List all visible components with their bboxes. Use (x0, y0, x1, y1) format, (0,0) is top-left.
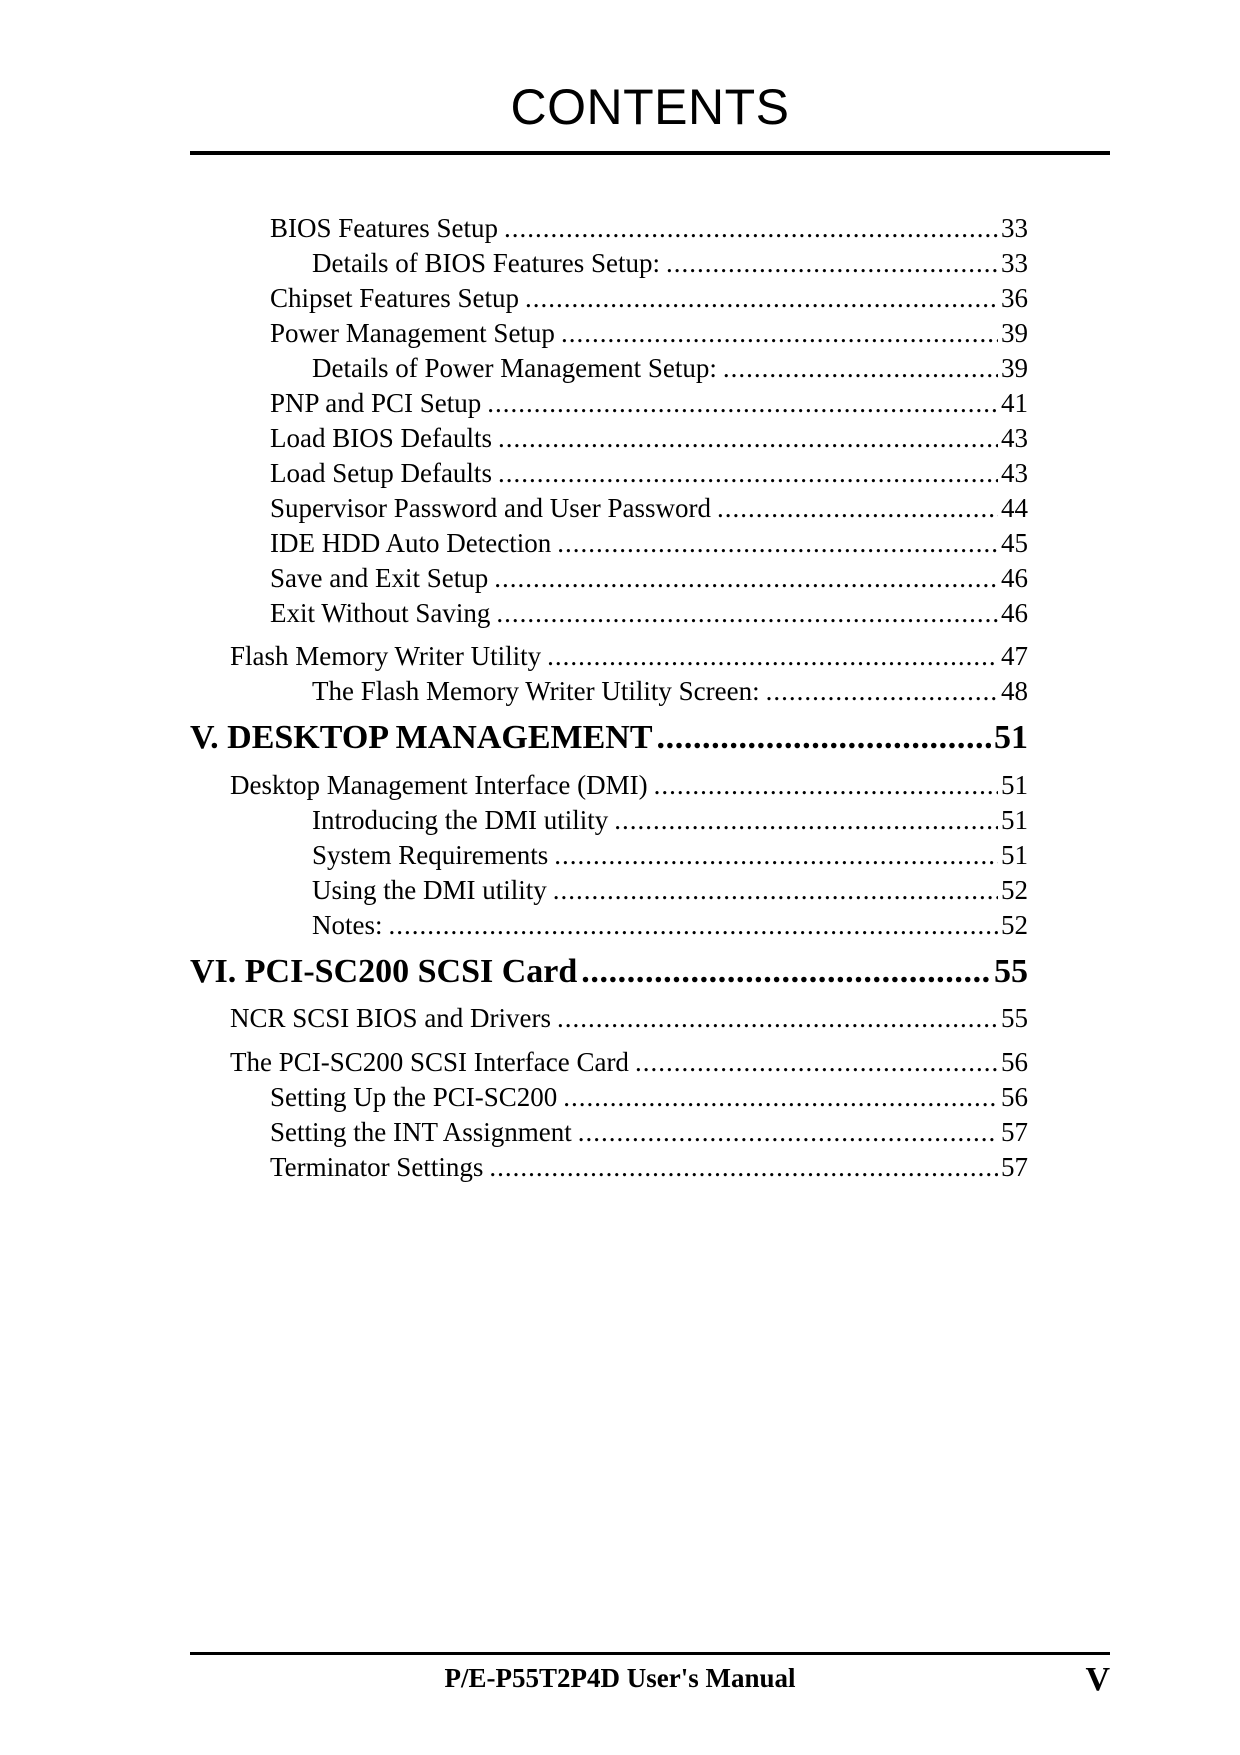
toc-entry-title: Load BIOS Defaults (270, 423, 492, 453)
toc-entry[interactable] (230, 769, 1028, 801)
toc-entry-title: Desktop Management Interface (DMI) (230, 770, 648, 800)
toc-entry[interactable] (270, 492, 1028, 524)
toc-entry-title: The PCI-SC200 SCSI Interface Card (230, 1047, 629, 1077)
toc-entry-page: 47 (1001, 641, 1028, 671)
toc-entry[interactable] (270, 317, 1028, 349)
toc-entry[interactable] (270, 1081, 1028, 1113)
toc-entry[interactable] (270, 527, 1028, 559)
toc-chapter-page: 51 (994, 719, 1028, 756)
dot-leader (654, 769, 998, 801)
toc-entry-title: NCR SCSI BIOS and Drivers (230, 1003, 552, 1033)
dot-leader (496, 597, 998, 629)
toc-entry-page: 33 (1001, 248, 1028, 278)
dot-leader (561, 317, 998, 349)
toc-entry-title: Setting the INT Assignment (270, 1117, 572, 1147)
toc-entry[interactable] (270, 1151, 1028, 1183)
footer-divider (190, 1652, 1110, 1655)
dot-leader (389, 909, 999, 941)
dot-leader (553, 874, 998, 906)
toc-entry[interactable] (270, 1116, 1028, 1148)
toc-entry-page: 56 (1001, 1082, 1028, 1112)
toc-entry-page: 51 (1001, 840, 1028, 870)
toc-entry[interactable] (312, 247, 1028, 279)
toc-entry[interactable] (270, 457, 1028, 489)
dot-leader (504, 212, 998, 244)
toc-entry-page: 57 (1001, 1117, 1028, 1147)
toc-entry-title: Introducing the DMI utility (312, 805, 609, 835)
footer-manual-title: P/E-P55T2P4D User's Manual (444, 1663, 796, 1693)
dot-leader (614, 804, 998, 836)
dot-leader (557, 527, 998, 559)
dot-leader (723, 352, 998, 384)
footer-page-number: V (1085, 1661, 1110, 1698)
dot-leader (494, 562, 998, 594)
toc-chapter-entry[interactable] (190, 952, 1028, 992)
dot-leader (525, 282, 998, 314)
toc-entry-title: Notes: (312, 910, 383, 940)
toc-entry-title: Chipset Features Setup (270, 283, 519, 313)
toc-entry[interactable] (230, 1046, 1028, 1078)
toc-entry[interactable] (270, 282, 1028, 314)
toc-entry-title: Setting Up the PCI-SC200 (270, 1082, 558, 1112)
toc-entry-page: 57 (1001, 1152, 1028, 1182)
toc-entry-page: 46 (1001, 598, 1028, 628)
toc-entry-page: 51 (1001, 805, 1028, 835)
toc-entry-page: 44 (1001, 493, 1028, 523)
dot-leader (766, 675, 998, 707)
page-title: CONTENTS (510, 79, 790, 135)
dot-leader (666, 247, 998, 279)
dot-leader (498, 422, 998, 454)
toc-chapter-page: 55 (994, 953, 1028, 990)
toc-entry-title: Exit Without Saving (270, 598, 491, 628)
toc-entry-page: 51 (1001, 770, 1028, 800)
dot-leader (717, 492, 998, 524)
dot-leader (487, 387, 998, 419)
toc-entry-title: Supervisor Password and User Password (270, 493, 711, 523)
toc-chapter-title: VI. PCI-SC200 SCSI Card (190, 953, 578, 990)
toc-entry-page: 36 (1001, 283, 1028, 313)
toc-entry-page: 41 (1001, 388, 1028, 418)
toc-entry-title: The Flash Memory Writer Utility Screen: (312, 676, 760, 706)
toc-entry-page: 55 (1001, 1003, 1028, 1033)
toc-entry[interactable] (270, 562, 1028, 594)
toc-entry-page: 33 (1001, 213, 1028, 243)
toc-entry-title: Flash Memory Writer Utility (230, 641, 542, 671)
toc-entry-page: 48 (1001, 676, 1028, 706)
toc-entry-page: 39 (1001, 353, 1028, 383)
dot-leader (489, 1151, 998, 1183)
toc-entry[interactable] (270, 597, 1028, 629)
toc-entry[interactable] (312, 352, 1028, 384)
toc-entry[interactable] (312, 675, 1028, 707)
toc-entry-page: 52 (1001, 910, 1028, 940)
dot-leader (657, 718, 991, 758)
toc-entry-page: 45 (1001, 528, 1028, 558)
toc-entry-title: Details of Power Management Setup: (312, 353, 717, 383)
dot-leader (554, 839, 998, 871)
toc-entry-title: BIOS Features Setup (270, 213, 498, 243)
toc-entry[interactable] (312, 874, 1028, 906)
dot-leader (581, 952, 991, 992)
toc-entry-title: Using the DMI utility (312, 875, 547, 905)
toc-entry[interactable] (312, 909, 1028, 941)
toc-entry-title: Save and Exit Setup (270, 563, 489, 593)
toc-entry-page: 46 (1001, 563, 1028, 593)
toc-entry-title: IDE HDD Auto Detection (270, 528, 552, 558)
toc-entry[interactable] (312, 804, 1028, 836)
dot-leader (557, 1002, 998, 1034)
dot-leader (563, 1081, 998, 1113)
toc-entry[interactable] (230, 640, 1028, 672)
dot-leader (498, 457, 998, 489)
toc-entry-title: Load Setup Defaults (270, 458, 492, 488)
toc-entry-title: Power Management Setup (270, 318, 555, 348)
dot-leader (547, 640, 998, 672)
toc-entry[interactable] (270, 422, 1028, 454)
dot-leader (578, 1116, 998, 1148)
toc-entry-title: Terminator Settings (270, 1152, 484, 1182)
toc-entry-page: 43 (1001, 458, 1028, 488)
dot-leader (635, 1046, 998, 1078)
toc-entry[interactable] (270, 387, 1028, 419)
toc-entry-page: 43 (1001, 423, 1028, 453)
toc-chapter-entry[interactable] (190, 718, 1028, 758)
toc-entry[interactable] (230, 1002, 1028, 1034)
toc-entry-title: System Requirements (312, 840, 549, 870)
toc-entry-title: PNP and PCI Setup (270, 388, 482, 418)
toc-entry-title: Details of BIOS Features Setup: (312, 248, 660, 278)
toc-entry-page: 52 (1001, 875, 1028, 905)
toc-entry[interactable] (270, 212, 1028, 244)
toc-entry[interactable] (312, 839, 1028, 871)
toc-entry-page: 56 (1001, 1047, 1028, 1077)
toc-entry-page: 39 (1001, 318, 1028, 348)
toc-chapter-title: V. DESKTOP MANAGEMENT (190, 719, 653, 756)
